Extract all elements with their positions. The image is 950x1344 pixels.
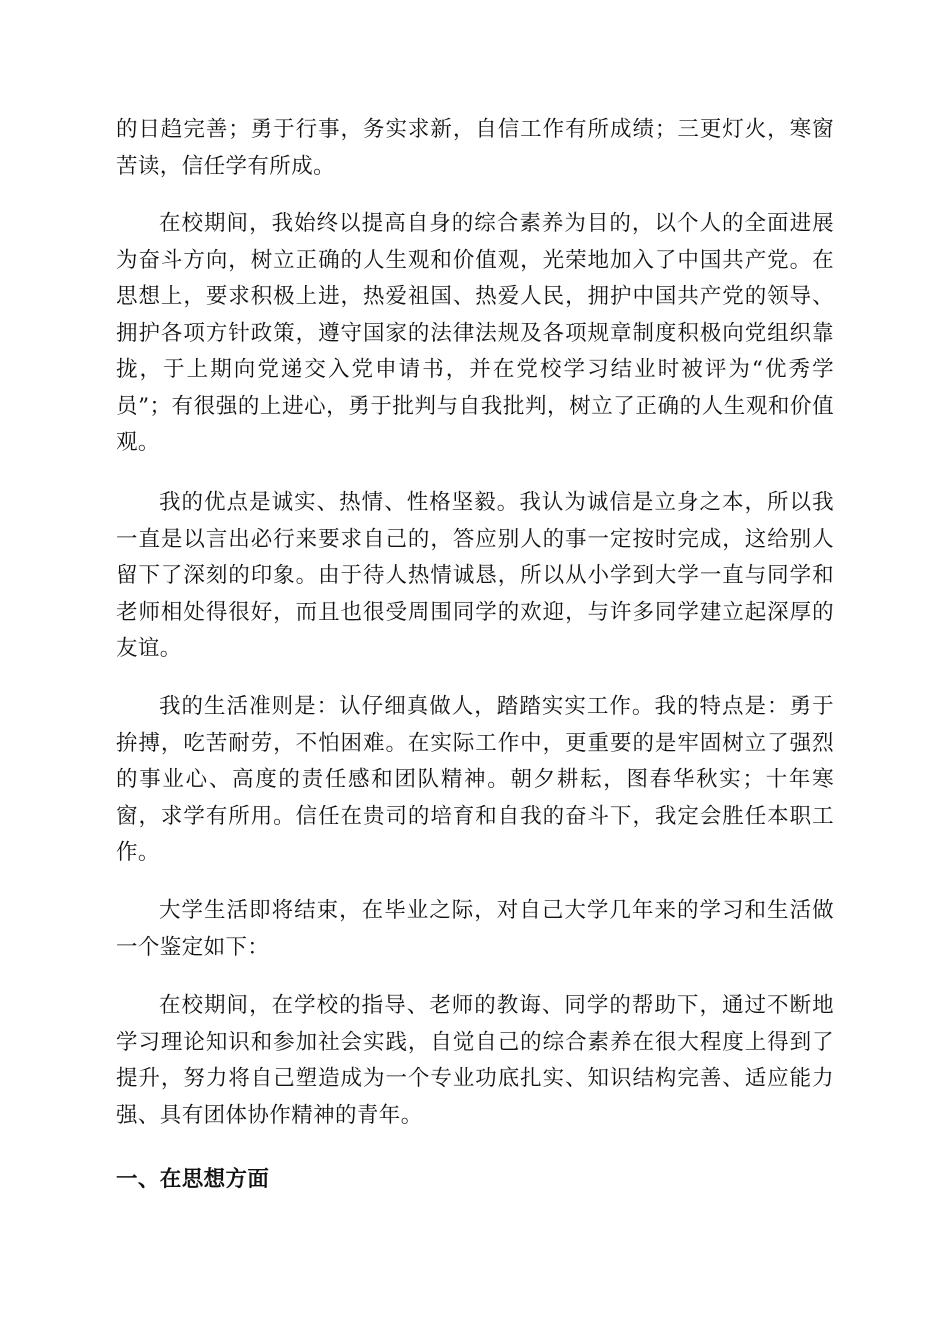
paragraph-strengths: 我的优点是诚实、热情、性格坚毅。我认为诚信是立身之本，所以我一直是以言出必行来要求自己的，答应别人的事一定按时完成，这给别人留下了深刻的印象。由于待人热情诚恳，所以从小学到大学一直与同学和老师相处得很好，而且也很受周围同学的欢迎，与许多同学建立起深厚的友谊。 — [116, 490, 834, 661]
section-heading: 一、在思想方面 — [116, 1167, 270, 1192]
paragraph-school-period: 在校期间，我始终以提高自身的综合素养为目的，以个人的全面进展为奋斗方向，树立正确的人生观和价值观，光荣地加入了中国共产党。在思想上，要求积极上进，热爱祖国、热爱人民，拥护中国共产党的领导、拥护各项方针政策，遵守国家的法律法规及各项规章制度积极向党组织靠拢，于上期向党递交入党申请书，并在党校学习结业时被评为“优秀学员”；有很强的上进心，勇于批判与自我批判，树立了正确的人生观和价值观。 — [116, 211, 834, 455]
paragraph-graduation: 大学生活即将结束，在毕业之际，对自己大学几年来的学习和生活做一个鉴定如下： — [116, 898, 834, 960]
paragraph-self-assessment: 在校期间，在学校的指导、老师的教诲、同学的帮助下，通过不断地学习理论知识和参加社会实践，自觉自己的综合素养在很大程度上得到了提升，努力将自己塑造成为一个专业功底扎实、知识结构完善、适应能力强、具有团体协作精神的青年。 — [116, 993, 834, 1128]
paragraph-life-principles: 我的生活准则是：认仔细真做人，踏踏实实工作。我的特点是：勇于拚搏，吃苦耐劳，不怕困难。在实际工作中，更重要的是牢固树立了强烈的事业心、高度的责任感和团队精神。朝夕耕耘，图春华秋实；十年寒窗，求学有所用。信任在贵司的培育和自我的奋斗下，我定会胜任本职工作。 — [116, 694, 834, 865]
paragraph-continuation: 的日趋完善；勇于行事，务实求新，自信工作有所成绩；三更灯火，寒窗苦读，信任学有所成。 — [116, 117, 834, 179]
